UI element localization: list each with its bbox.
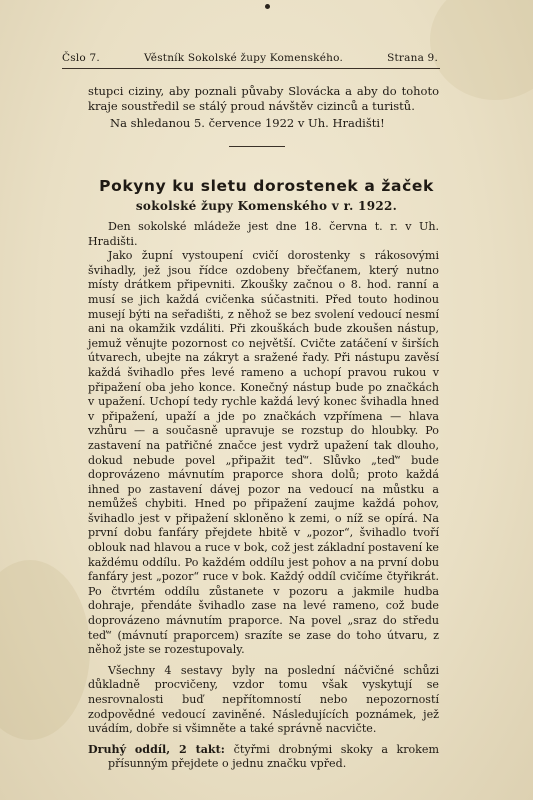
header-rule — [62, 68, 440, 69]
ink-dot — [265, 4, 270, 9]
notes-paragraph: Všechny 4 sestavy byly na poslední náčvičné schůzi důkladně procvičeny, vzdor tomu však vyskytují se nesrovnalosti buď nepřítomností nebo nepozorností zodpovědné vedoucí zaviněné. Následujících poznámek, jež uvádím, dobře si všimněte a také správně nacvičte. — [88, 663, 439, 736]
article-body — [88, 220, 439, 772]
previous-article-ending — [88, 84, 439, 130]
paper-stain — [430, 0, 533, 100]
article-title: Pokyny ku sletu dorostenek a žaček — [99, 177, 434, 195]
page-number: Strana 9. — [387, 52, 438, 64]
running-header — [62, 52, 438, 64]
issue-number: Čslo 7. — [62, 52, 100, 64]
paper-stain — [0, 560, 90, 740]
article-subtitle: sokolské župy Komenského v r. 1922. — [135, 199, 398, 213]
last-paragraph-label: Druhý oddíl, 2 takt: — [88, 742, 234, 756]
farewell-line: Na shledanou 5. července 1922 v Uh. Hradišti! — [110, 115, 385, 130]
instructions-paragraph: Jako župní vystoupení cvičí dorostenky s rákosovými švihadly, jež jsou řídce ozdobeny břečťanem, který nutno místy drátkem připevniti. Zkoušky začnou o 8. hod. ranní a musí se jich každá cvičenka súčastniti. Před touto hodinou musejí býti na seřadišti, z něhož se bez svolení vedoucí nesmí ani na okamžik vzdáliti. Při zkouškách bude zkoušen nástup, jemuž věnujte pozornost co největší. Cvičte zatáčení v širších útvarech, ubejte na zákryt a sražené řady. Při nástupu zavěsí každá švihadlo přes levé rameno a uchopí pravou rukou v připažení oba jeho konce. Konečný nástup bude po značkách v upažení. Uchopí tedy rychle každá levý konec švihadla hned v připažení, upaží a jde po značkách vzpřímena — hlava vzhůru — a současně upravuje se rozstup do hloubky. Po zastavení na patřičné značce jest vydrž upažení tak dlouho, dokud nebude povel „připažit teď“. Slůvko „teď“ bude doprovázeno mávnutím praporce shora dolů; proto každá ihned po zastavení dávej pozor na vedoucí na můstku a nemůžeš chybiti. Hned po připažení zaujme každá pohov, švihadlo jest v připažení skloněno k zemi, o níž se opírá. Na první dobu fanfáry přejdete hbitě v „pozor“, švihadlo tvoří oblouk nad hlavou a ruce v bok, což jest základní postavení ke každému oddílu. Po každém oddílu jest pohov a na první dobu fanfáry jest „pozor“ ruce v bok. Každý oddíl cvičíme čtyřikrát. Po čtvrtém oddílu zůstanete v pozoru a jakmile hudba dohraje, přendáte švihadlo zase na levé rameno, což bude doprovázeno mávnutím praporce. Na povel „sraz do středu teď“ (mávnutí praporcem) srazíte se zase do toho útvaru, z něhož jste se rozestupovaly. — [88, 249, 439, 657]
section-divider — [229, 146, 285, 147]
journal-name: Věstník Sokolské župy Komenského. — [143, 52, 343, 64]
last-paragraph-text: čtyřmi drobnými skoky a krokem přísunným přejdete o jednu značku vpřed. — [108, 742, 439, 771]
last-paragraph — [88, 743, 439, 772]
intro-paragraph: Den sokolské mládeže jest dne 18. června t. r. v Uh. Hradišti. — [88, 220, 439, 248]
continued-paragraph: stupci ciziny, aby poznali půvaby Slovácka a aby do tohoto kraje soustředil se stálý proud návštěv cizinců a turistů. — [88, 84, 439, 113]
